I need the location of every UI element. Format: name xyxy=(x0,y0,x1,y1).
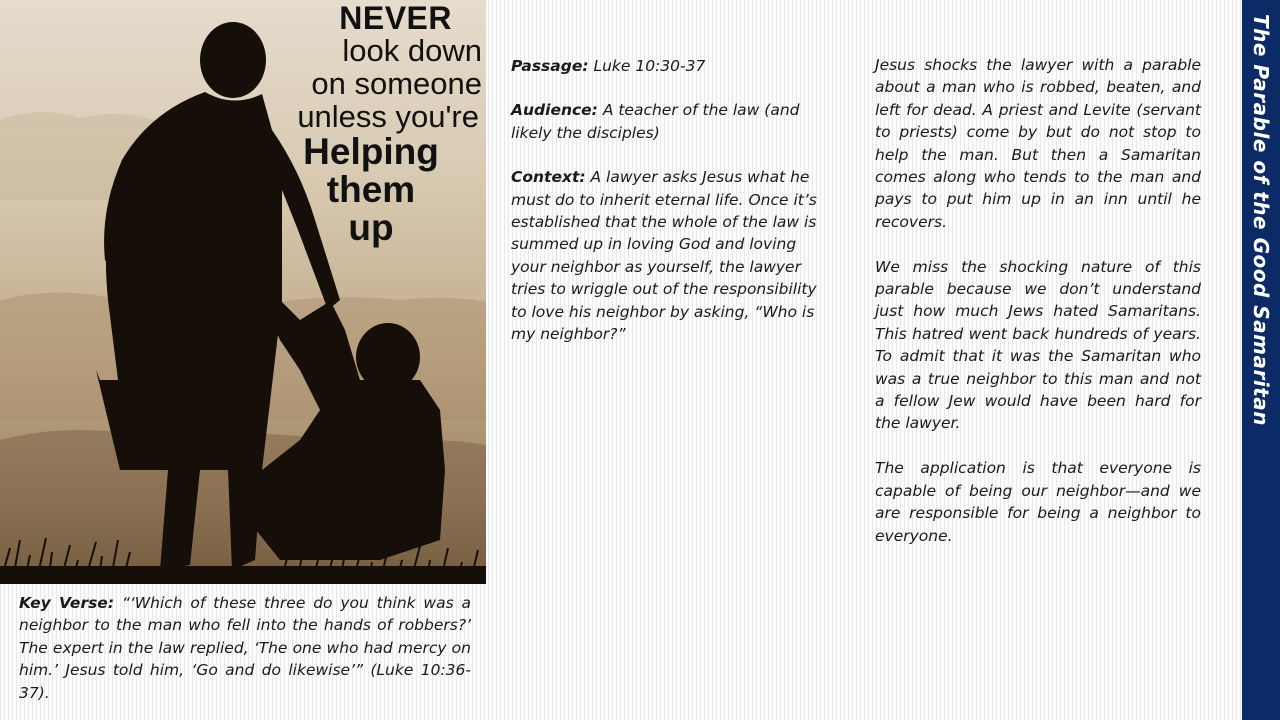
poster-slogan xyxy=(232,2,482,247)
poster-line: on someone xyxy=(311,66,482,101)
poster-line: NEVER xyxy=(339,0,452,36)
poster-line: them xyxy=(326,169,416,210)
audience-label: Audience: xyxy=(511,101,598,120)
application: The application is that everyone is capable of being our neighbor—and we are responsible for being a neighbor to everyone. xyxy=(875,459,1201,545)
context-label: Context: xyxy=(511,168,586,187)
right-column xyxy=(875,54,1201,569)
middle-column xyxy=(511,55,825,367)
slide-title: The Parable of the Good Samaritan xyxy=(1249,14,1273,426)
shocking-nature: We miss the shocking nature of this parable because we don’t understand just how much Jews hated Samaritans. This hatred went back hundreds of years. To admit that it was the Samaritan who was a true neighbor to this man and not a fellow Jew would have been hard for the lawyer. xyxy=(875,257,1201,433)
key-verse xyxy=(19,592,471,704)
poster-line: Helping xyxy=(303,131,439,172)
poster-image xyxy=(0,0,486,584)
audience xyxy=(511,99,825,144)
context xyxy=(511,166,825,345)
passage-label: Passage: xyxy=(511,57,589,75)
poster-line: look down xyxy=(342,33,482,68)
passage-text: Luke 10:30-37 xyxy=(588,57,706,75)
passage xyxy=(511,55,825,77)
key-verse-label: Key Verse: xyxy=(19,594,115,612)
poster-line: unless you're xyxy=(297,99,479,134)
parable-summary: Jesus shocks the lawyer with a parable about a man who is robbed, beaten, and left for dead. A priest and Levite (servant to priests) come by but do not stop to help the man. But then a Samaritan comes along who tends to the man and pays to put him up in an inn until he recovers. xyxy=(875,56,1201,231)
audience-text: A teacher of the law (and likely the disciples) xyxy=(511,101,800,142)
context-text: A lawyer asks Jesus what he must do to inherit eternal life. Once it’s established that the whole of the law is summed up in loving God and loving your neighbor as yourself, the lawyer tries to wriggle out of the responsibility to love his neighbor by asking, “Who is my neighbor?” xyxy=(511,168,817,344)
poster-line: up xyxy=(348,207,394,248)
key-verse-text: “‘Which of these three do you think was a neighbor to the man who fell into the hands of robbers?’ The expert in the law replied, ‘The one who had mercy on him.’ Jesus told him, ‘Go and do likewise’” (Luke 10:36-37). xyxy=(19,594,471,702)
